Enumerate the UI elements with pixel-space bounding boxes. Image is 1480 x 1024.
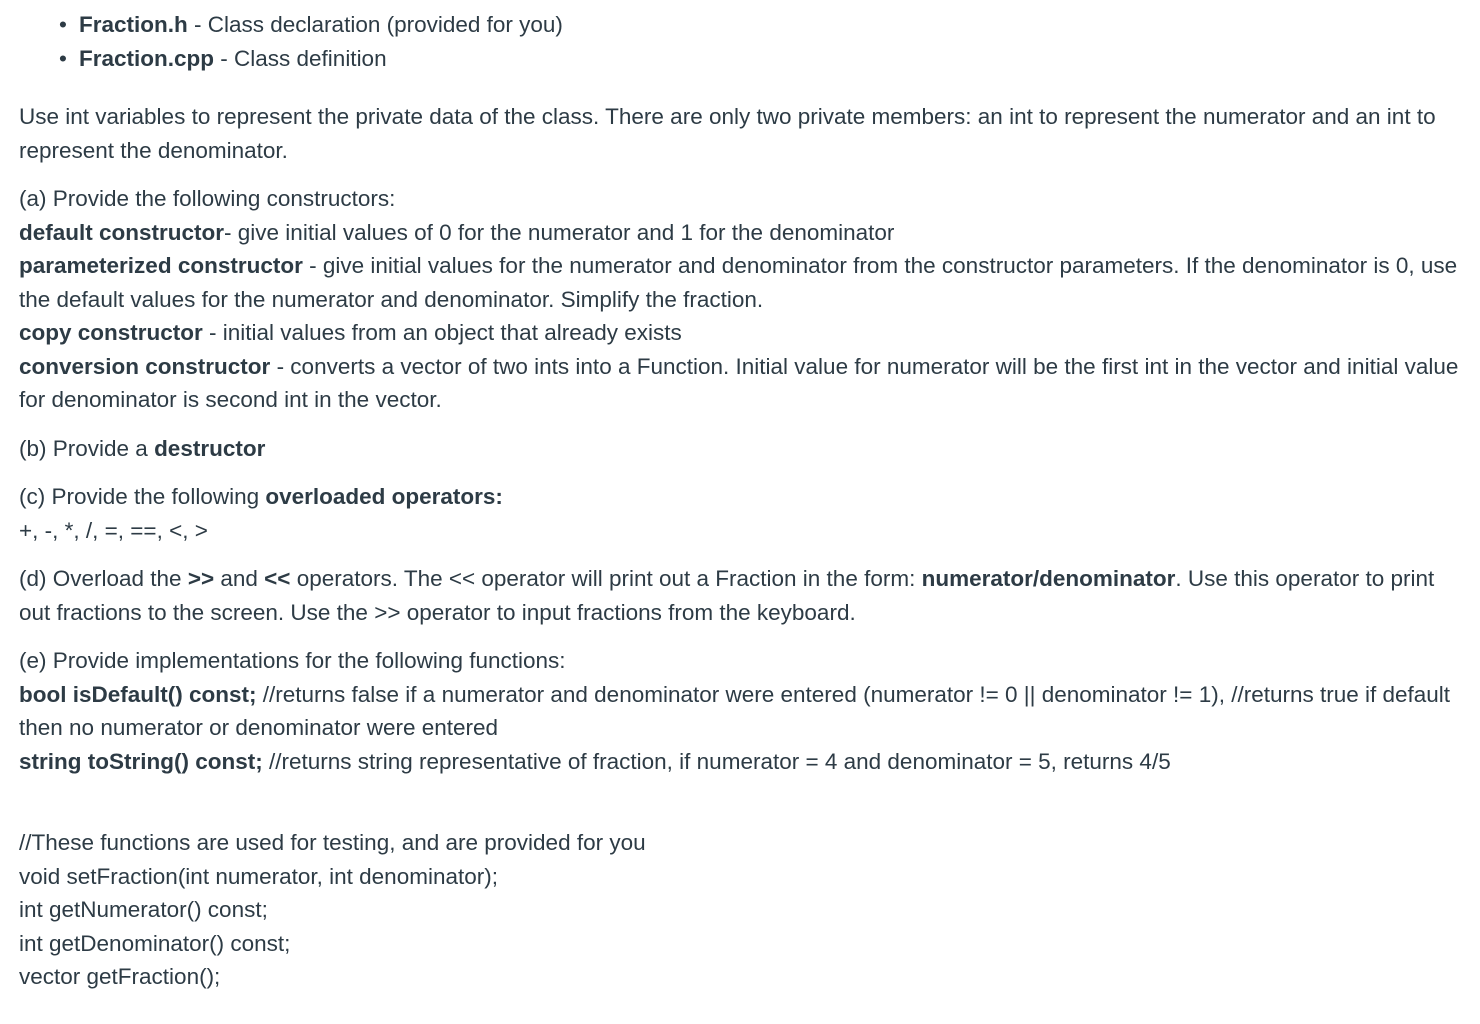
- section-d: [19, 562, 1470, 629]
- section-b-bold: destructor: [154, 435, 266, 461]
- section-c-prefix: (c) Provide the following: [19, 484, 266, 509]
- function-comment: //returns false if a numerator and denominator were entered (numerator != 0 || denominator != 1), //returns true if default then no numerator or denominator were entered: [19, 681, 1451, 740]
- constructor-term: copy constructor: [19, 320, 203, 345]
- constructor-term: conversion constructor: [19, 353, 271, 379]
- constructor-term: default constructor: [19, 219, 225, 245]
- bullet-icon: •: [59, 12, 67, 37]
- constructor-text: - converts a vector of two ints into a Function. Initial value for numerator will be the first int in the vector and initial value for denominator is second int in the vector.: [19, 353, 1459, 412]
- constructor-text: - give initial values of 0 for the numerator and 1 for the denominator: [224, 219, 895, 245]
- section-a-heading: (a) Provide the following constructors:: [19, 186, 396, 211]
- testing-line: //These functions are used for testing, and are provided for you: [19, 830, 646, 855]
- testing-line: void setFraction(int numerator, int denominator);: [19, 863, 498, 889]
- operator-list: +, -, *, /, =, ==, <, >: [19, 517, 208, 543]
- file-name: Fraction.h: [79, 12, 188, 37]
- constructor-term: parameterized constructor: [19, 253, 303, 278]
- section-c-heading: [19, 480, 1470, 514]
- constructor-text: - give initial values for the numerator and denominator from the constructor parameters. If the denominator is 0, use the default values for the numerator and denominator. Simplify the fraction.: [19, 253, 1458, 312]
- section-d-bold: <<: [264, 566, 291, 591]
- testing-functions: [19, 826, 1470, 994]
- section-d-text: . Use this operator to print out fractions to the screen. Use the >> operator to input fractions from the keyboard.: [19, 566, 1435, 625]
- testing-line: int getDenominator() const;: [19, 930, 291, 956]
- section-b: [19, 432, 1470, 466]
- section-c-bold: overloaded operators:: [265, 484, 503, 509]
- section-c: [19, 480, 1470, 547]
- constructor-item: [19, 316, 1470, 350]
- section-e: [19, 644, 1470, 778]
- testing-line: int getNumerator() const;: [19, 897, 268, 922]
- section-d-text: (d) Overload the: [19, 566, 188, 591]
- function-comment: //returns string representative of fraction, if numerator = 4 and denominator = 5, returns 4/5: [262, 748, 1171, 774]
- function-item: [19, 745, 1470, 779]
- constructor-item: [19, 216, 1470, 250]
- bullet-icon: •: [59, 46, 67, 71]
- section-d-text: and: [214, 566, 265, 591]
- function-signature: bool isDefault() const;: [19, 681, 257, 707]
- file-list: [19, 0, 1470, 76]
- function-item: [19, 678, 1470, 745]
- testing-line: vector getFraction();: [19, 964, 221, 989]
- section-d-bold: >>: [187, 566, 215, 591]
- function-signature: string toString() const;: [19, 748, 263, 774]
- section-d-text: operators. The << operator will print out a Fraction in the form:: [290, 566, 922, 591]
- intro-paragraph: Use int variables to represent the private data of the class. There are only two private members: an int to represent the numerator and an int to represent the denominator.: [19, 104, 1436, 163]
- constructor-item: [19, 249, 1470, 316]
- section-a: [19, 182, 1470, 417]
- file-description: - Class definition: [214, 46, 387, 71]
- constructor-text: - initial values from an object that already exists: [202, 320, 682, 345]
- section-b-prefix: (b) Provide a: [19, 435, 155, 461]
- section-e-heading: (e) Provide implementations for the following functions:: [19, 648, 566, 673]
- file-name: Fraction.cpp: [79, 46, 215, 71]
- file-list-item: [19, 8, 1470, 42]
- constructor-item: [19, 350, 1470, 417]
- file-description: - Class declaration (provided for you): [187, 12, 563, 37]
- file-list-item: [19, 42, 1470, 76]
- section-d-bold: numerator/denominator: [921, 566, 1176, 591]
